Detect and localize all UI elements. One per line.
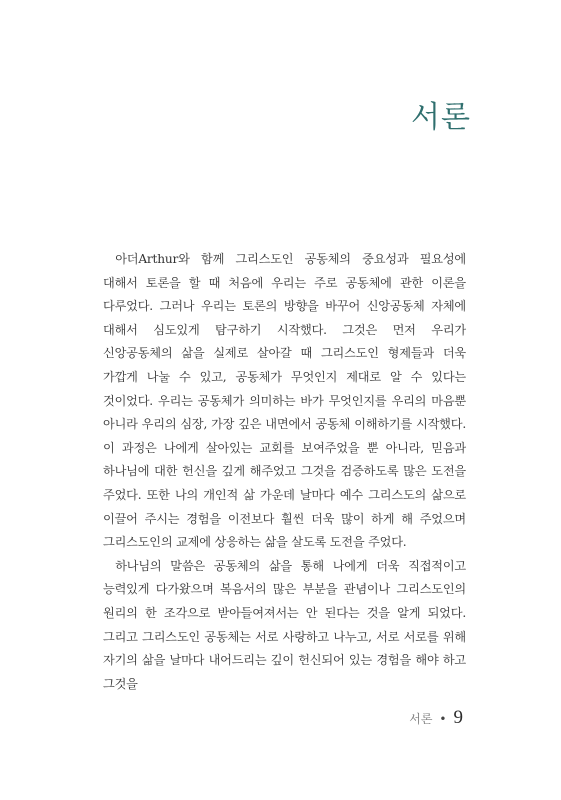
paragraph: 하나님의 말씀은 공동체의 삶을 통해 나에게 더욱 직접적이고 능력있게 다가왔으며 복음서의 많은 부분을 관념이나 그리스도인의 원리의 한 조각으로 받아들여져서는 안 된다는 것을 알게 되었다. 그리고 그리스도인 공동체는 서로 사랑하고 나누고, 서로 서로를 위해 자기의 삶을 날마다 내어드리는 깊이 헌신되어 있는 경험을 해야 하고 그것을 xyxy=(103,558,466,691)
running-head: 서론 xyxy=(409,712,433,726)
page-footer xyxy=(409,707,463,729)
footer-separator: • xyxy=(439,712,447,726)
body-text xyxy=(103,248,466,696)
paragraph: 아더Arthur와 함께 그리스도인 공동체의 중요성과 필요성에 대해서 토론을 할 때 처음에 우리는 주로 공동체에 관한 이론을 다루었다. 그러나 우리는 토론의 방향을 바꾸어 신앙공동체 자체에 대해서 심도있게 탐구하기 시작했다. 그것은 먼저 우리가 신앙공동체의 삶을 실제로 살아갈 때 그리스도인 형제들과 더욱 가깝게 나눌 수 있고, 공동체가 무엇인지 제대로 알 수 있다는 것이었다. 우리는 공동체가 의미하는 바가 무엇인지를 우리의 마음뿐 아니라 우리의 심장, 가장 깊은 내면에서 공동체 이해하기를 시작했다. 이 과정은 나에게 살아있는 교회를 보여주었을 뿐 아니라, 믿음과 하나님에 대한 헌신을 깊게 해주었고 그것을 검증하도록 많은 도전을 주었다. 또한 나의 개인적 삶 가운데 날마다 예수 그리스도의 삶으로 이끌어 주시는 경험을 이전보다 훨씬 더욱 많이 하게 해 주었으며 그리스도인의 교제에 상응하는 삶을 살도록 도전을 주었다. xyxy=(103,252,466,550)
page-number: 9 xyxy=(453,707,463,728)
chapter-title: 서론 xyxy=(411,100,471,135)
